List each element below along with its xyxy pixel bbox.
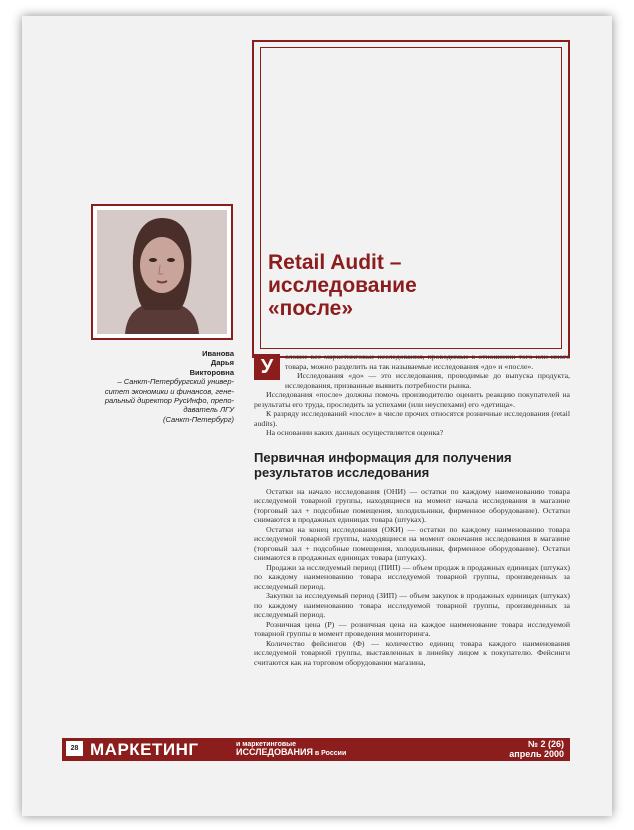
author-photo [97,210,227,334]
paragraph: Продажи за исследуемый период (ПИП) — объем продаж в продажных единицах (штуках) по каждому наименованию товара исследуемой товарной группы, произведенных за исследуемый период. [254,562,570,591]
section-heading: Первичная информация для получения результатов исследования [254,449,512,480]
paragraph: Закупки за исследуемый период (ЗИП) — объем закупок в продажных единицах (штуках) по каждому наименованию товара исследуемой товарной группы, произведенных за исследуемый период. [254,591,570,619]
magazine-page [22,16,612,816]
paragraph: Количество фейсингов (Ф) — количество единиц товара каждого наименования исследуемой товарной группы, выставленных в линейку лицом к покупателю. Фейсинги считаются как на торговом оборудовании магазина, [254,638,570,667]
author-block [82,349,234,424]
page-footer [62,738,570,761]
author-photo-frame [91,204,233,340]
paragraph: словие все маркетинговые исследования, проводимые в отношении того или иного товара, можно разделить на так называемые исследования «до» и «после». [285,352,570,371]
paragraph: Исследования «после» должны помочь производителю оценить реакцию покупателей на результаты его труда, проследить за успехами (или неуспехами) его «детища». [254,390,570,409]
author-description: – Санкт-Петербургский универ- ситет экономики и финансов, гене- ральный директор РусИнфо, препо- даватель ЛГУ (Санкт-Петербург) [104,377,234,424]
page-number: 28 [66,741,83,756]
issue-date: апрель 2000 [509,748,564,759]
paragraph: Остатки на конец исследования (ОКИ) — остатки по каждому наименованию товара исследуемой товарной группы, находящиеся на момент окончания исследования в магазине (торговый зал + подсобные помещения, холодильники, фирменное оборудование). Остатки снимаются в продажных единицах товара (штуках). [254,524,570,562]
issue-number: № 2 (26) [527,739,564,749]
drop-cap: У [254,354,280,380]
magazine-logo-subtitle [236,741,346,757]
logo-sub-main: ИССЛЕДОВАНИЯ [236,746,313,757]
logo-sub-tail: в России [314,749,347,757]
portrait-image [97,210,227,334]
author-name: Дарья [210,358,234,368]
paragraph: К разряду исследований «после» в числе прочих относятся розничные исследования (retail audits). [254,409,570,428]
paragraph: Исследования «до» — это исследования, проводимые до выпуска продукта, исследования, призванные выявить потребности рынка. [285,371,570,390]
article-body [254,352,570,667]
paragraph: Розничная цена (Р) — розничная цена на каждое наименование товара исследуемой товарной группы в момент проведения мониторинга. [254,619,570,638]
author-patronymic: Викторовна [189,367,234,377]
paragraph: Остатки на начало исследования (ОНИ) — остатки по каждому наименованию товара исследуемой товарной группы, находящиеся на момент начала исследования в магазине (торговый зал + подсобные помещения, холодильники, фирменное оборудование). Остатки снимаются в продажных единицах товара (штуках). [254,486,570,524]
author-surname: Иванова [202,349,234,358]
paragraph: На основании каких данных осуществляется оценка? [266,428,444,437]
magazine-logo: МАРКЕТИНГ [90,740,199,759]
article-title: Retail Audit – исследование «после» [268,251,417,320]
logo-sub-top: и маркетинговые [236,741,297,748]
issue-info [509,740,564,759]
